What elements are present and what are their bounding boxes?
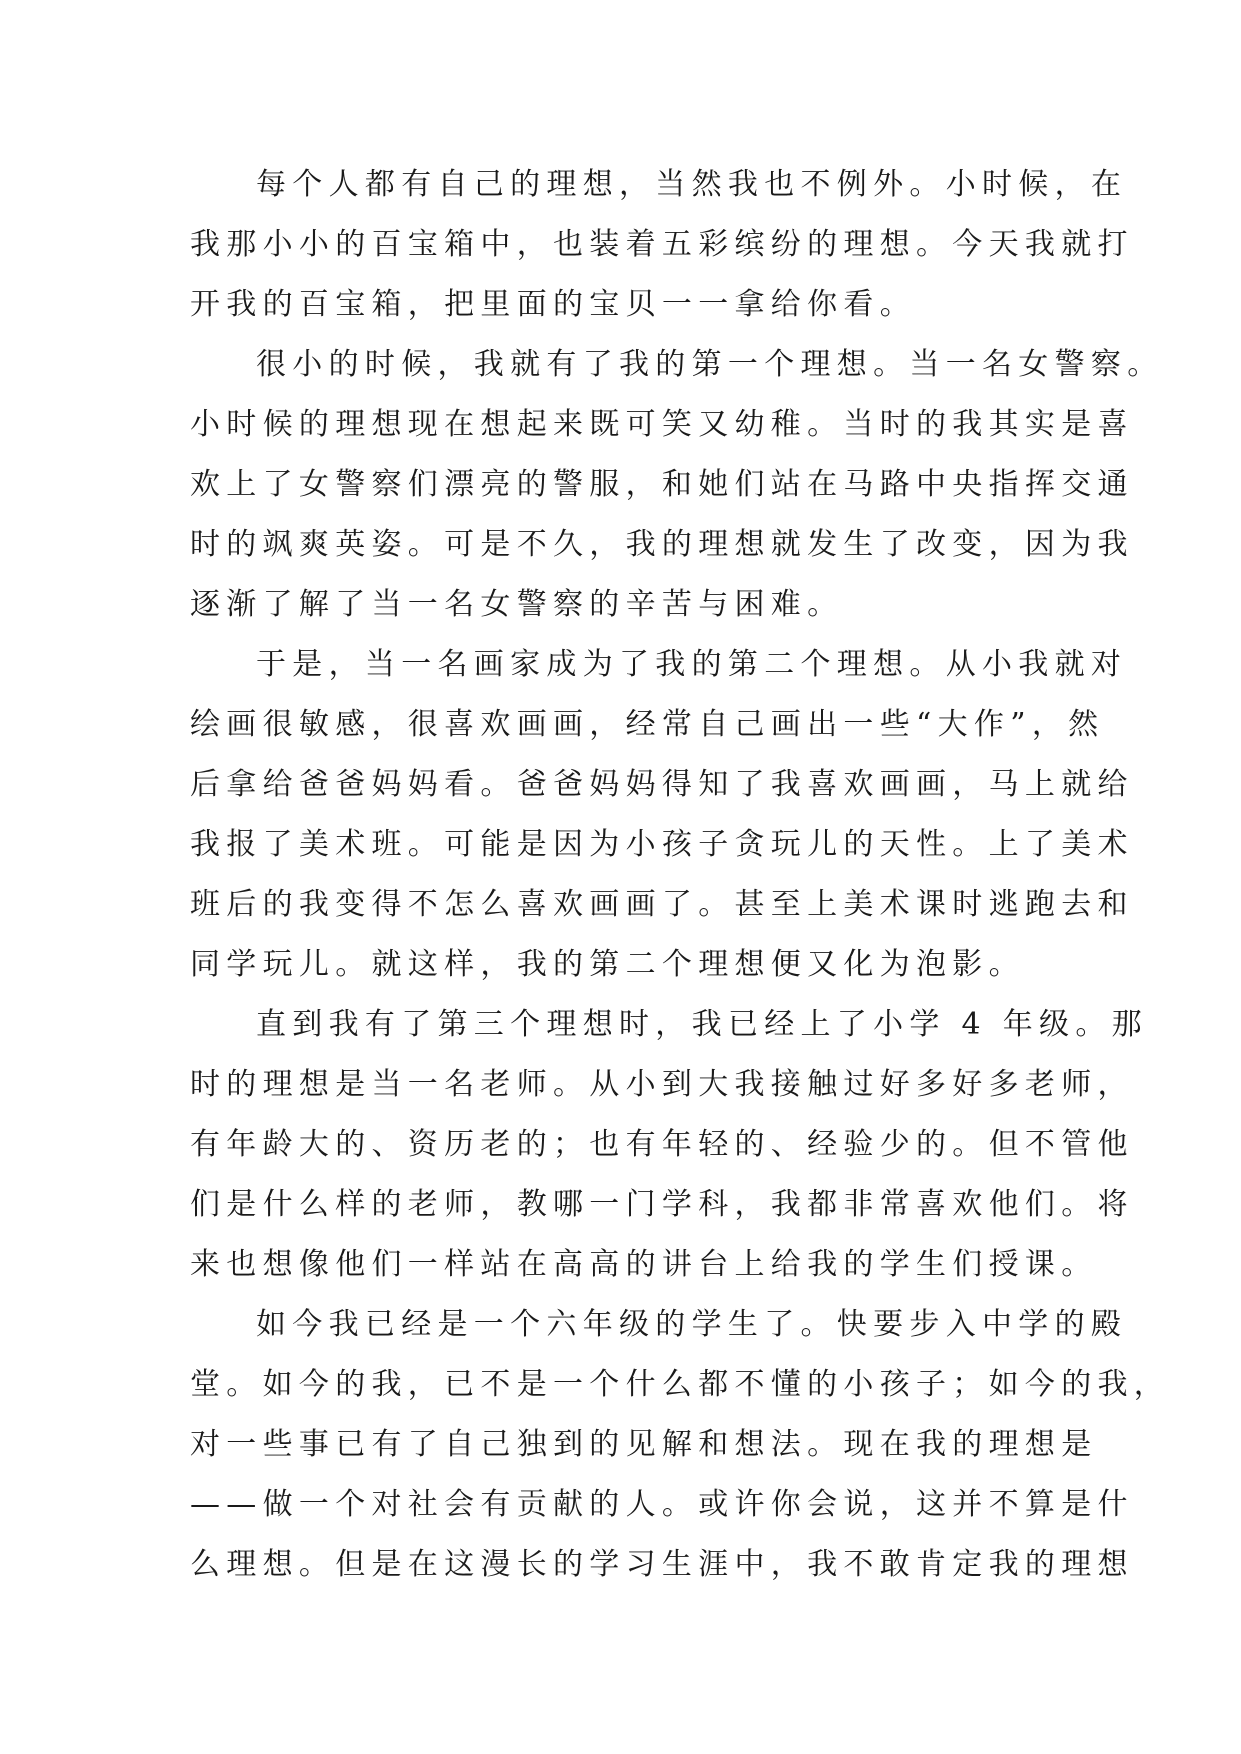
paragraph-5-line-1: 如今我已经是一个六年级的学生了。快要步入中学的殿 (256, 1307, 1128, 1342)
paragraph-4-line-5: 来也想像他们一样站在高高的讲台上给我的学生们授课。 (190, 1247, 1098, 1282)
essay-body (190, 155, 1171, 1595)
paragraph-3-line-3: 后拿给爸爸妈妈看。爸爸妈妈得知了我喜欢画画，马上就给 (190, 767, 1134, 802)
paragraph-5-line-5: 么理想。但是在这漫长的学习生涯中，我不敢肯定我的理想 (190, 1547, 1134, 1582)
paragraph-3-line-2: 绘画很敏感，很喜欢画画，经常自己画出一些“大作”，然 (190, 707, 1105, 742)
paragraph-4-line-3: 有年龄大的、资历老的；也有年轻的、经验少的。但不管他 (190, 1127, 1134, 1162)
paragraph-5-line-3: 对一些事已有了自己独到的见解和想法。现在我的理想是 (190, 1427, 1098, 1462)
paragraph-4-line-4: 们是什么样的老师，教哪一门学科，我都非常喜欢他们。将 (190, 1187, 1134, 1222)
paragraph-3-line-5: 班后的我变得不怎么喜欢画画了。甚至上美术课时逃跑去和 (190, 887, 1134, 922)
paragraph-2-line-1: 很小的时候，我就有了我的第一个理想。当一名女警察。 (256, 347, 1164, 382)
paragraph-2-line-5: 逐渐了解了当一名女警察的辛苦与困难。 (190, 587, 844, 622)
paragraph-1-line-1: 每个人都有自己的理想，当然我也不例外。小时候，在 (256, 167, 1128, 202)
paragraph-2-line-2: 小时候的理想现在想起来既可笑又幼稚。当时的我其实是喜 (190, 407, 1134, 442)
paragraph-5-line-4: ——做一个对社会有贡献的人。或许你会说，这并不算是什 (190, 1487, 1134, 1522)
paragraph-3-line-4: 我报了美术班。可能是因为小孩子贪玩儿的天性。上了美术 (190, 827, 1134, 862)
paragraph-4-line-1: 直到我有了第三个理想时，我已经上了小学 4 年级。那 (256, 1007, 1148, 1042)
paragraph-5-line-2: 堂。如今的我，已不是一个什么都不懂的小孩子；如今的我， (190, 1367, 1171, 1402)
paragraph-3-line-6: 同学玩儿。就这样，我的第二个理想便又化为泡影。 (190, 947, 1025, 982)
paragraph-2-line-3: 欢上了女警察们漂亮的警服，和她们站在马路中央指挥交通 (190, 467, 1134, 502)
paragraph-2-line-4: 时的飒爽英姿。可是不久，我的理想就发生了改变，因为我 (190, 527, 1134, 562)
paragraph-1-line-2: 我那小小的百宝箱中，也装着五彩缤纷的理想。今天我就打 (190, 227, 1134, 262)
paragraph-3-line-1: 于是，当一名画家成为了我的第二个理想。从小我就对 (256, 647, 1128, 682)
paragraph-1-line-3: 开我的百宝箱，把里面的宝贝一一拿给你看。 (190, 287, 916, 322)
paragraph-4-line-2: 时的理想是当一名老师。从小到大我接触过好多好多老师， (190, 1067, 1134, 1102)
